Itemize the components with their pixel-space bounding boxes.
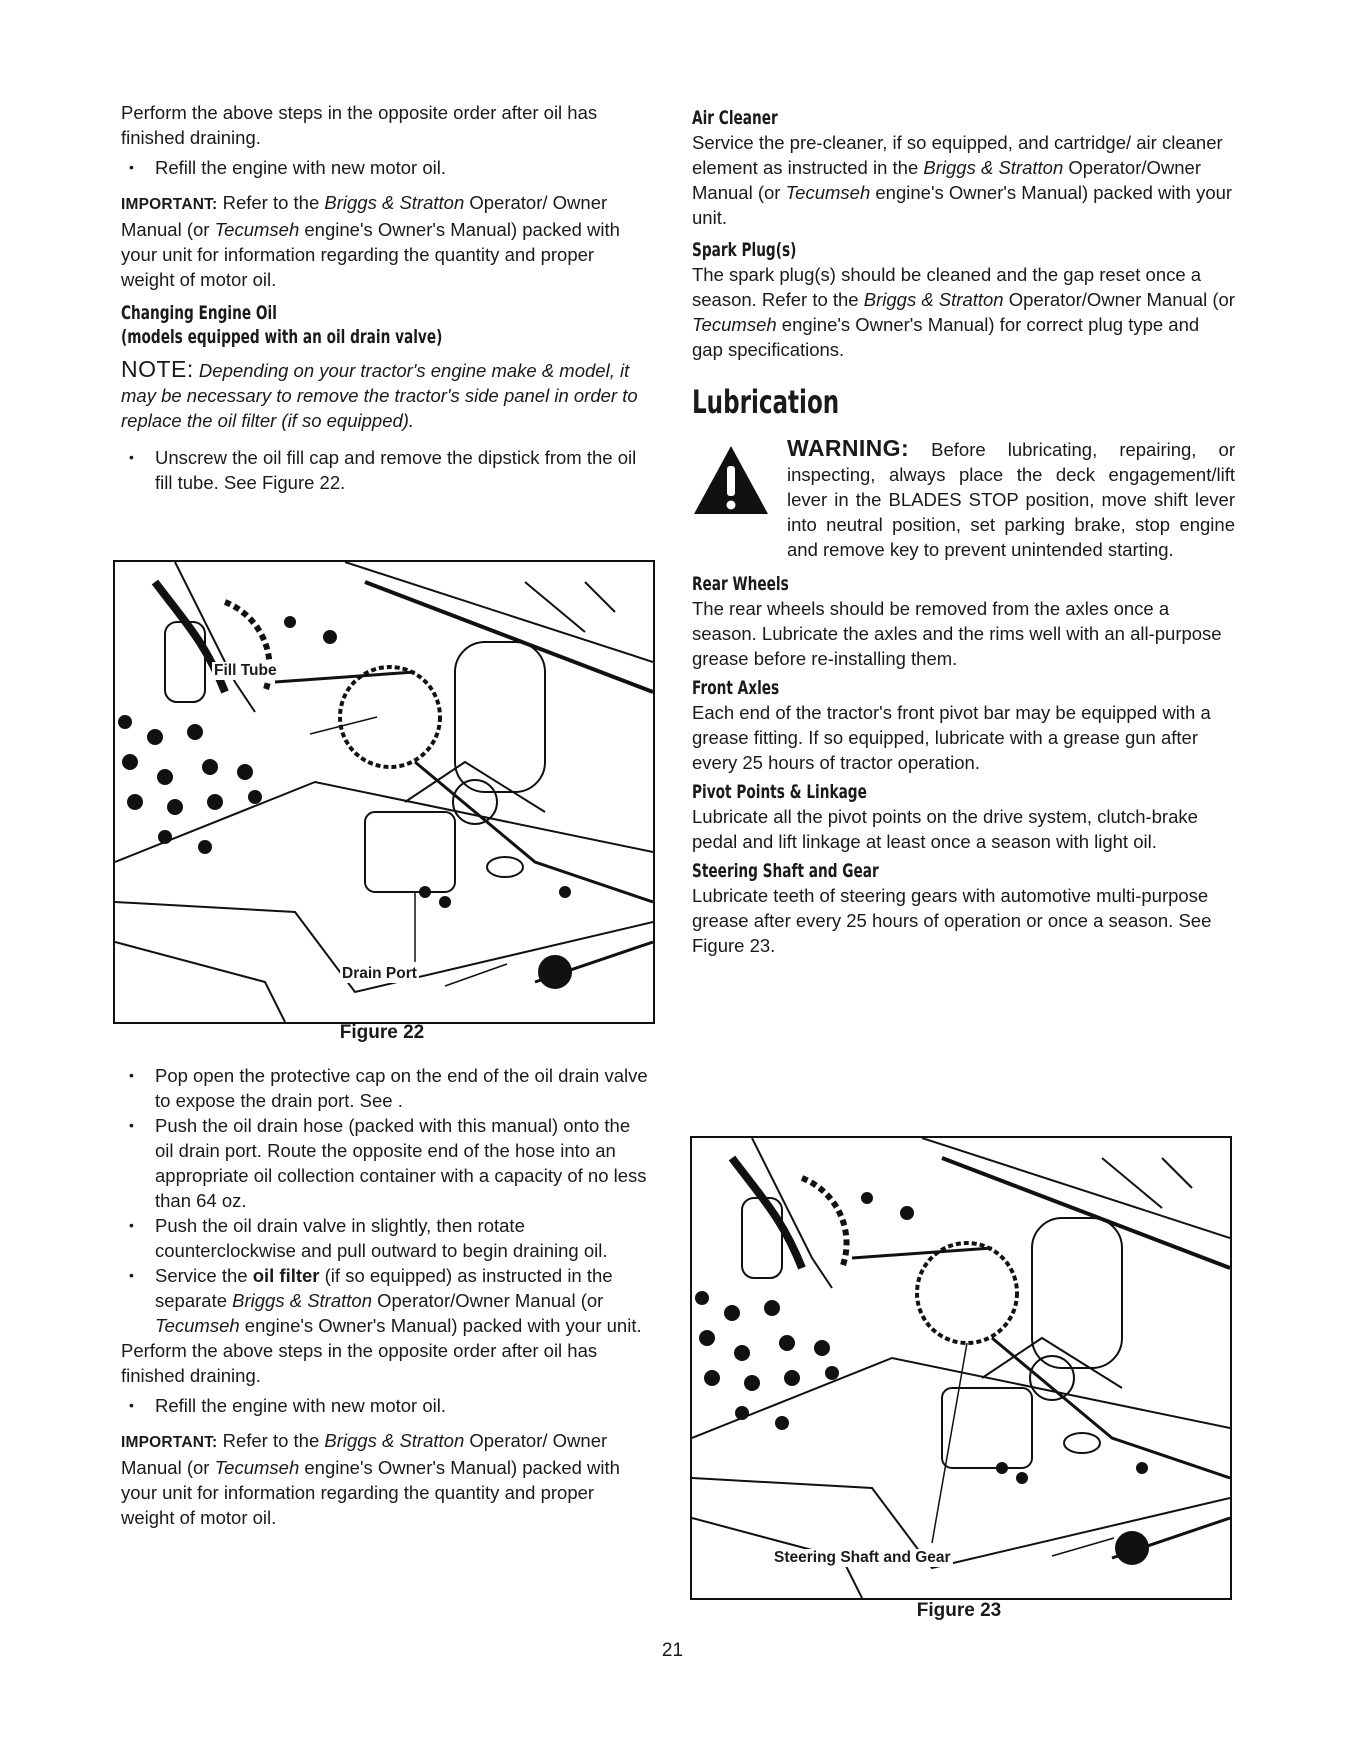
warning-box — [692, 436, 1235, 562]
tractor-engine-illustration — [115, 562, 653, 1022]
steering-gear-illustration — [692, 1138, 1230, 1598]
front-axles-heading: Front Axles — [692, 677, 780, 699]
lubrication-heading: Lubrication — [692, 383, 840, 421]
rear-wheels-text: The rear wheels should be removed from the axles once a season. Lubricate the axles and the rims well with an all-purpose grease before re-installing them. — [692, 598, 1222, 669]
list-item: • Refill the engine with new motor oil. — [129, 1395, 447, 1416]
page-number: 21 — [661, 1640, 684, 1661]
steering-text: Lubricate teeth of steering gears with automotive multi-purpose grease after every 25 hours of operation or once a season. See Figure 23. — [692, 885, 1212, 956]
list-item: • Pop open the protective cap on the end of the oil drain valve to expose the drain port. See . — [129, 1065, 648, 1111]
steering-shaft-label: Steering Shaft and Gear — [774, 1549, 951, 1566]
changing-oil-heading: Changing Engine Oil (models equipped with an oil drain valve) — [121, 302, 443, 348]
figure-22-image — [113, 560, 655, 1024]
refill-list-2 — [121, 1393, 651, 1418]
drain-port-label: Drain Port — [342, 965, 417, 982]
air-cleaner-text: Service the pre-cleaner, if so equipped, and cartridge/ air cleaner element as instructed in the Briggs & Stratton Operator/Owner Manual (or Tecumseh engine's Owner's Manual) packed with your unit. — [692, 132, 1233, 228]
paragraph-after-draining: Perform the above steps in the opposite order after oil has finished draining. — [121, 102, 598, 148]
paragraph-after-draining-2: Perform the above steps in the opposite order after oil has finished draining. — [121, 1340, 598, 1386]
spark-plugs-heading: Spark Plug(s) — [692, 239, 797, 261]
fill-tube-label: Fill Tube — [214, 662, 277, 679]
list-item: • Unscrew the oil fill cap and remove the dipstick from the oil fill tube. See Figure 22. — [129, 447, 637, 493]
figure-22-caption: Figure 22 — [339, 1022, 425, 1043]
refill-list — [121, 155, 651, 180]
pivot-points-text: Lubricate all the pivot points on the drive system, clutch-brake pedal and lift linkage at least once a season with light oil. — [692, 806, 1198, 852]
list-item: • Push the oil drain valve in slightly, then rotate counterclockwise and pull outward to begin draining oil. — [129, 1215, 608, 1261]
front-axles-text: Each end of the tractor's front pivot bar may be equipped with a grease fitting. If so equipped, lubricate with a grease gun after every 25 hours of tractor operation. — [692, 702, 1211, 773]
left-column-lower — [121, 1063, 651, 1530]
unscrew-list — [121, 445, 651, 495]
warning-triangle-icon — [692, 444, 770, 516]
list-item: • Refill the engine with new motor oil. — [129, 157, 447, 178]
figure-23-caption: Figure 23 — [916, 1600, 1002, 1621]
list-item: • Push the oil drain hose (packed with this manual) onto the oil drain port. Route the opposite end of the hose into an appropriate oil collection container with a capacity of no less than 64 oz. — [129, 1115, 647, 1211]
air-cleaner-heading: Air Cleaner — [692, 107, 778, 129]
important-note-1: IMPORTANT: Refer to the Briggs & Stratton Operator/ Owner Manual (or Tecumseh engine's Owner's Manual) packed with your unit for information regarding the quantity and proper weight of motor oil. — [121, 192, 620, 290]
important-note-2: IMPORTANT: Refer to the Briggs & Stratton Operator/ Owner Manual (or Tecumseh engine's Owner's Manual) packed with your unit for information regarding the quantity and proper weight of motor oil. — [121, 1430, 620, 1528]
right-column — [692, 106, 1235, 958]
note-paragraph: NOTE: Depending on your tractor's engine make & model, it may be necessary to remove the tractor's side panel in order to replace the oil filter (if so equipped). — [121, 356, 638, 431]
drain-steps-list — [121, 1063, 651, 1338]
pivot-points-heading: Pivot Points & Linkage — [692, 781, 867, 803]
rear-wheels-heading: Rear Wheels — [692, 573, 789, 595]
list-item: • Service the oil filter (if so equipped) as instructed in the separate Briggs & Stratton Operator/Owner Manual (or Tecumseh engine's Owner's Manual) packed with your unit. — [129, 1265, 642, 1336]
spark-plugs-text: The spark plug(s) should be cleaned and the gap reset once a season. Refer to the Briggs & Stratton Operator/Owner Manual (or Tecumseh engine's Owner's Manual) for correct plug type and gap specifications. — [692, 264, 1235, 360]
steering-heading: Steering Shaft and Gear — [692, 860, 879, 882]
figure-23-image — [690, 1136, 1232, 1600]
warning-text: WARNING: Before lubricating, repairing, or inspecting, always place the deck engagement/lift lever in the BLADES STOP position, move shift lever into neutral position, set parking brake, stop engine and remove key to prevent unintended starting. — [787, 435, 1235, 560]
left-column — [121, 100, 651, 495]
